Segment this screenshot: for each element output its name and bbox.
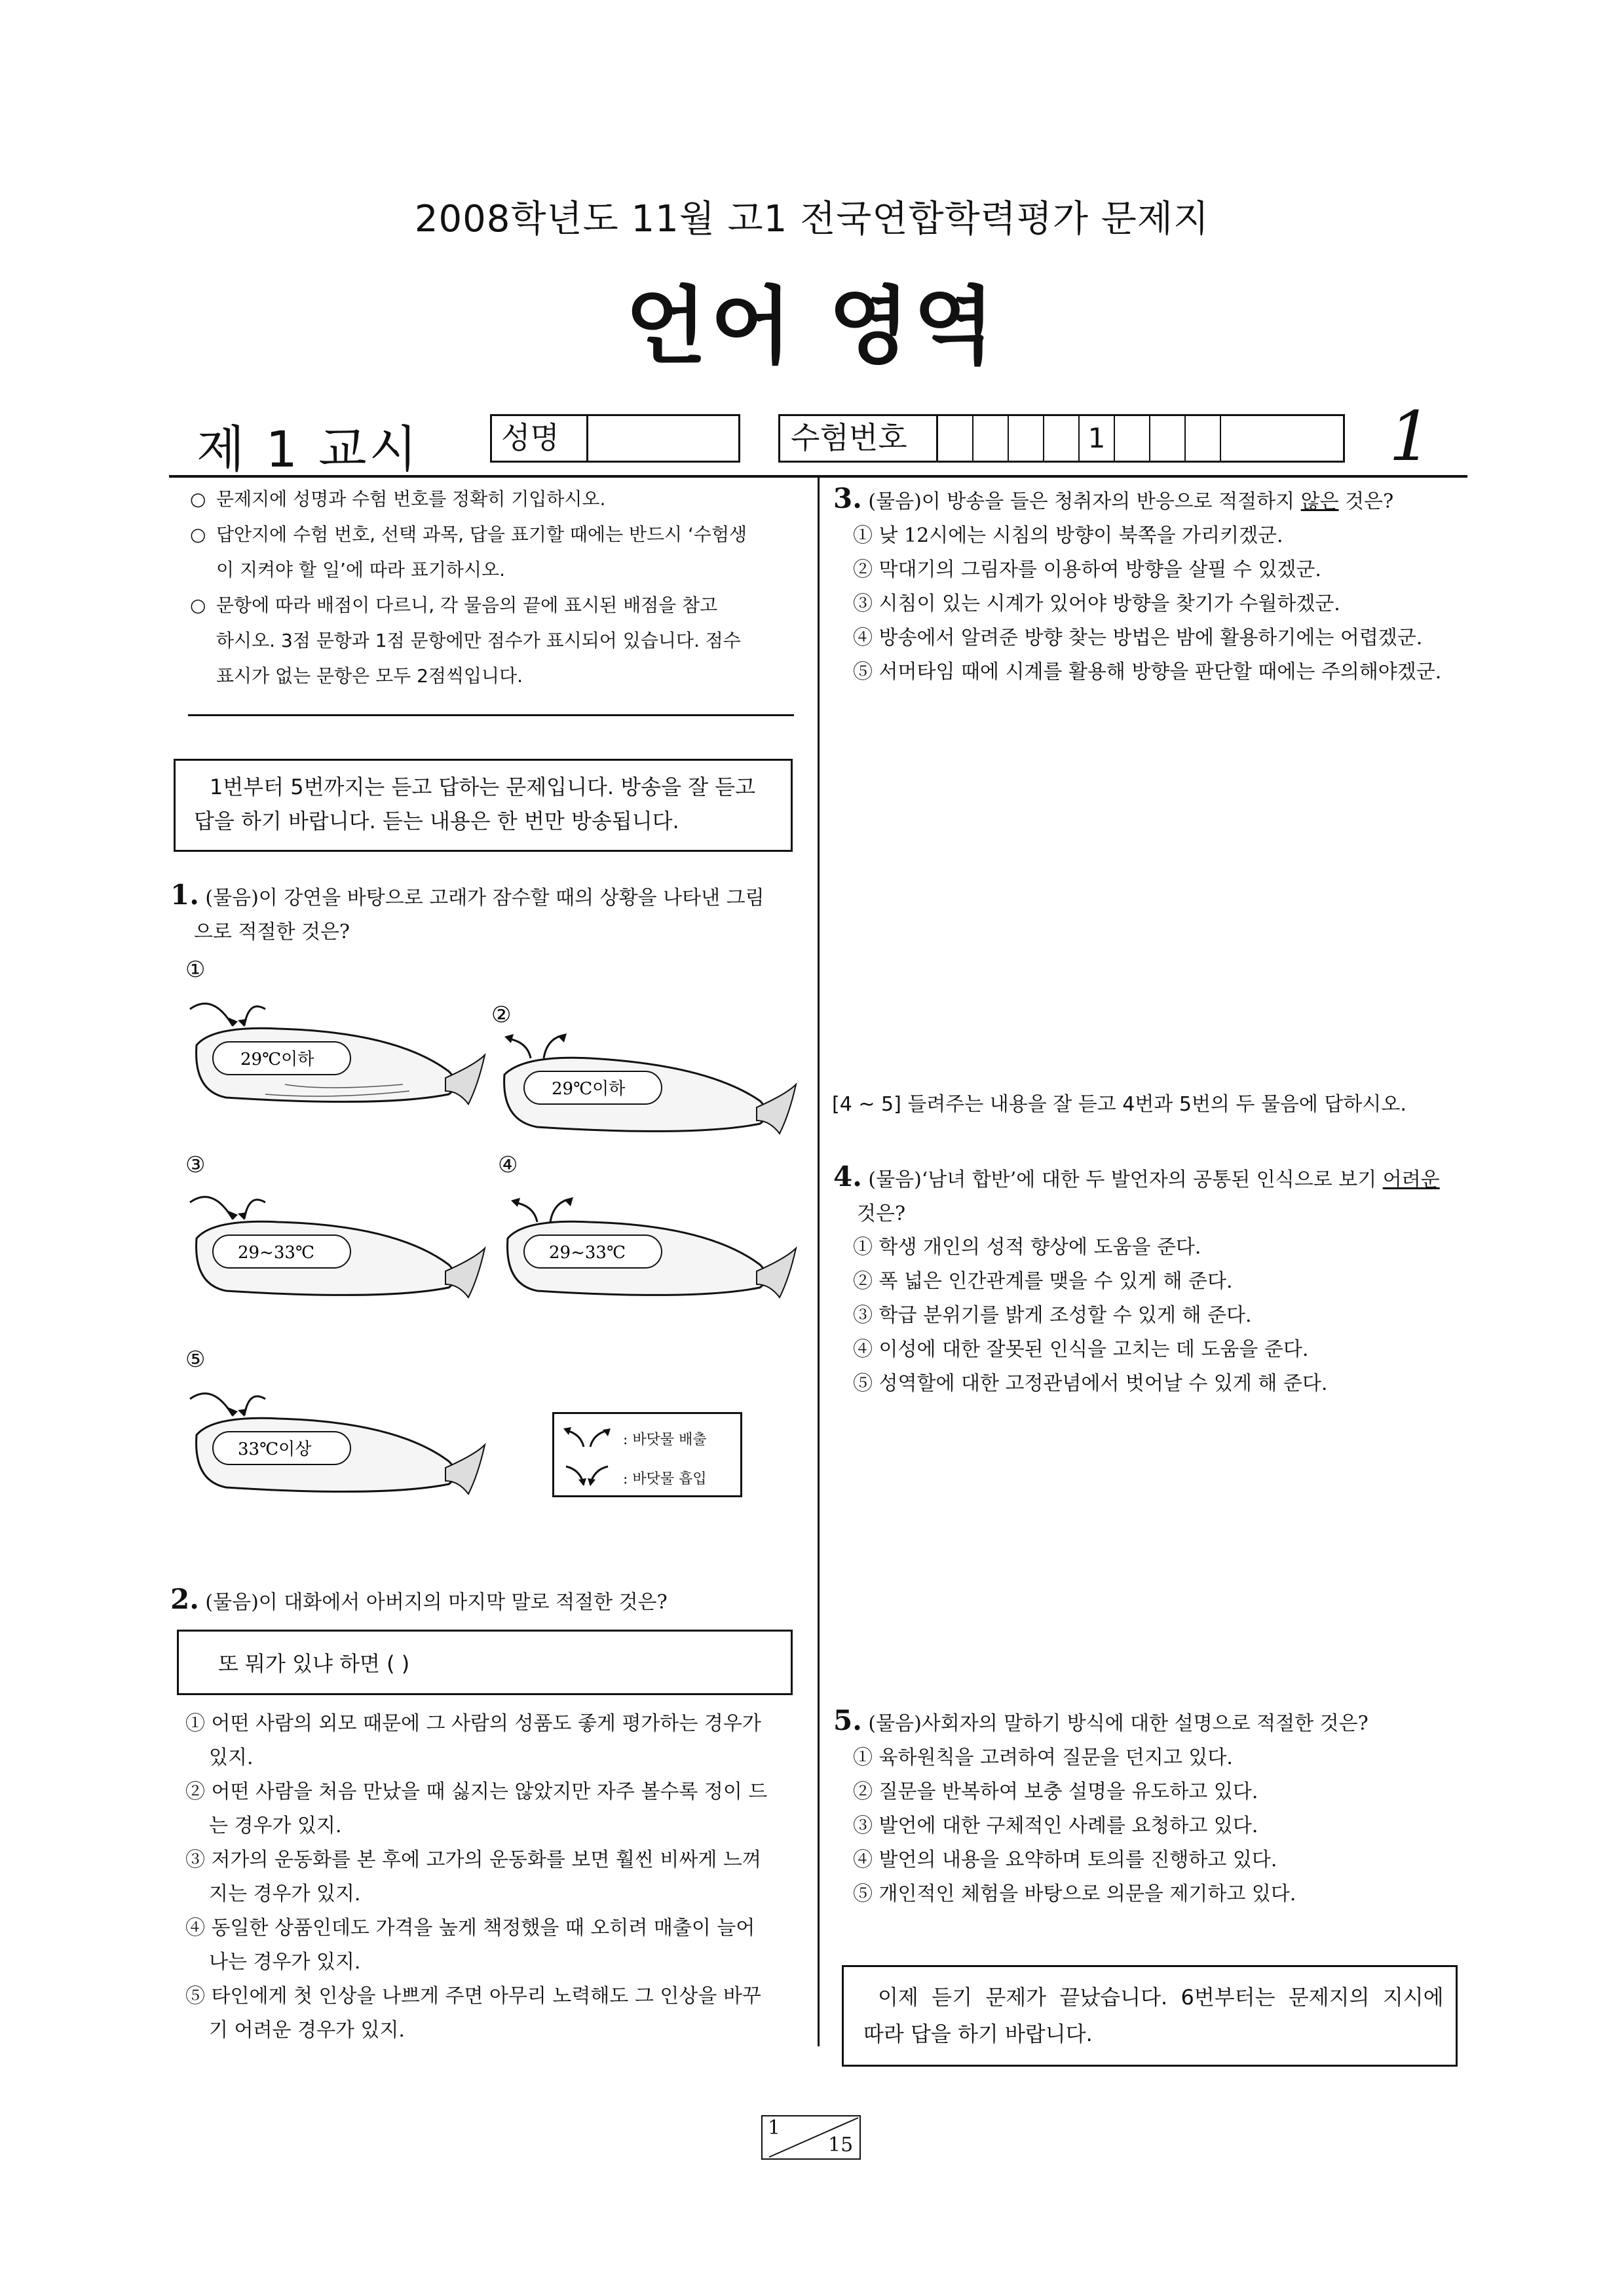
exam-number-cell[interactable]: 1 (1080, 416, 1115, 461)
name-field[interactable] (490, 414, 740, 463)
question-number: 2. (170, 1583, 199, 1615)
listening-intro-line: 1번부터 5번까지는 듣고 답하는 문제입니다. 방송을 잘 듣고 (210, 775, 756, 799)
exam-number-cell[interactable] (973, 416, 1009, 461)
end-notice-line: 따라 답을 하기 바랍니다. (863, 2021, 1093, 2046)
choice-line: ① 어떤 사람의 외모 때문에 그 사람의 성품도 좋게 평가하는 경우가 (185, 1712, 761, 1735)
instruction-line: 표시가 없는 문항은 모두 2점씩입니다. (216, 665, 523, 687)
choice-list (853, 1741, 1465, 1911)
choice-item[interactable] (185, 1980, 811, 2048)
figure-legend (552, 1412, 742, 1497)
choice-item[interactable]: ② 막대기의 그림자를 이용하여 방향을 살필 수 있겠군. (853, 558, 1321, 581)
instruction-line: 이 지켜야 할 일’에 따라 표기하시오. (216, 559, 505, 581)
instruction-line: 문제지에 성명과 수험 번호를 정확히 기입하시오. (216, 488, 606, 510)
end-of-listening-box (842, 1965, 1458, 2067)
choice-item[interactable]: ① 낮 12시에는 시침의 방향이 북쪽을 가리키겠군. (853, 524, 1283, 547)
name-label: 성명 (492, 416, 588, 461)
choice-item[interactable]: ⑤ 성역할에 대한 고정관념에서 벗어날 수 있게 해 준다. (853, 1372, 1328, 1395)
instruction-line: 하시오. 3점 문항과 1점 문항에만 점수가 표시되어 있습니다. 점수 (216, 630, 741, 651)
question-stem: (물음)이 방송을 들은 청취자의 반응으로 적절하지 (868, 490, 1301, 513)
instruction-line: 답안지에 수험 번호, 선택 과목, 답을 표기할 때에는 반드시 ‘수험생 (216, 524, 747, 545)
exam-number-cell[interactable] (1044, 416, 1080, 461)
choice-item[interactable]: ② 폭 넓은 인간관계를 맺을 수 있게 해 준다. (853, 1270, 1233, 1293)
choice-item[interactable] (185, 1775, 811, 1843)
legend-arrows-icon (561, 1421, 613, 1493)
question-5 (833, 1704, 1465, 1741)
choice-marker: ③ (185, 1152, 206, 1178)
page-current: 1 (768, 2116, 781, 2139)
exam-number-cell[interactable] (1115, 416, 1150, 461)
name-input-area[interactable] (588, 416, 738, 461)
question-stem: 것은? (1338, 490, 1394, 513)
choice-item[interactable]: ④ 발언의 내용을 요약하며 토의를 진행하고 있다. (853, 1848, 1277, 1871)
exam-number-field[interactable] (778, 414, 1345, 463)
question-1 (170, 878, 809, 949)
question-3 (833, 482, 1462, 519)
listening-intro-box (174, 759, 793, 852)
question-stem-emphasis: 어려운 (1382, 1168, 1440, 1191)
exam-number-cell[interactable] (1009, 416, 1044, 461)
legend-expel-label: : 바닷물 배출 (623, 1432, 707, 1448)
choice-item[interactable]: ③ 시침이 있는 시계가 있어야 방향을 찾기가 수월하겠군. (853, 592, 1340, 615)
choice-item[interactable]: ④ 방송에서 알려준 방향 찾는 방법은 밤에 활용하기에는 어렵겠군. (853, 626, 1423, 649)
choice-item[interactable] (185, 1911, 811, 1980)
subject-title: 언어 영역 (625, 278, 999, 375)
page-indicator (761, 2115, 861, 2160)
section-intro: [4 ~ 5] 들려주는 내용을 잘 듣고 4번과 5번의 두 물음에 답하시오. (832, 1093, 1407, 1116)
question-stem: (물음)‘남녀 합반’에 대한 두 발언자의 공통된 인식으로 보기 (868, 1168, 1383, 1191)
exam-number-cell[interactable] (1221, 416, 1255, 461)
choice-line: ⑤ 타인에게 첫 인상을 나쁘게 주면 아무리 노력해도 그 인상을 바꾸 (185, 1985, 761, 2008)
whale-figure-1[interactable] (187, 986, 495, 1124)
temperature-label: 29~33℃ (549, 1243, 626, 1263)
instruction-line: 문항에 따라 배점이 다르니, 각 물음의 끝에 표시된 배점을 참고 (216, 594, 718, 616)
legend-intake-label: : 바닷물 흡입 (623, 1471, 707, 1487)
instruction-item (190, 588, 793, 694)
bullet-icon: ○ (190, 488, 206, 510)
choice-line: 기 어려운 경우가 있지. (209, 2019, 405, 2042)
end-notice-line: 이제 듣기 문제가 끝났습니다. 6번부터는 문제지의 지시에 (878, 1985, 1444, 2010)
choice-item[interactable]: ③ 학급 분위기를 밝게 조성할 수 있게 해 준다. (853, 1304, 1252, 1327)
temperature-label: 33℃이상 (238, 1440, 312, 1459)
choice-item[interactable]: ③ 발언에 대한 구체적인 사례를 요청하고 있다. (853, 1814, 1258, 1837)
exam-number-label: 수험번호 (780, 416, 938, 461)
choice-item[interactable] (185, 1843, 811, 1911)
choice-line: 지는 경우가 있지. (209, 1883, 361, 1905)
choice-line: ④ 동일한 상품인데도 가격을 높게 책정했을 때 오히려 매출이 늘어 (185, 1917, 755, 1940)
question-2 (170, 1582, 809, 1620)
temperature-label: 29~33℃ (238, 1243, 315, 1263)
whale-figure-3[interactable] (187, 1179, 495, 1317)
column-divider (818, 477, 820, 2046)
question-stem: (물음)사회자의 말하기 방식에 대한 설명으로 적절한 것은? (868, 1712, 1369, 1735)
question-4 (833, 1160, 1465, 1231)
choice-item[interactable]: ⑤ 개인적인 체험을 바탕으로 의문을 제기하고 있다. (853, 1883, 1296, 1905)
choice-marker: ⑤ (185, 1347, 206, 1373)
question-stem: 것은? (857, 1202, 906, 1225)
exam-title: 2008학년도 11월 고1 전국연합학력평가 문제지 (414, 198, 1210, 240)
question-stem: (물음)이 대화에서 아버지의 마지막 말로 적절한 것은? (205, 1591, 668, 1614)
whale-figure-2[interactable] (491, 1003, 806, 1147)
whale-figure-4[interactable] (498, 1179, 806, 1317)
temperature-label: 29℃이하 (552, 1079, 626, 1099)
choice-list (853, 1231, 1465, 1401)
instruction-item (190, 482, 793, 517)
choice-list (185, 1707, 811, 2048)
question-number: 1. (170, 879, 199, 911)
temperature-label: 29℃이하 (240, 1050, 314, 1069)
choice-item[interactable]: ② 질문을 반복하여 보충 설명을 유도하고 있다. (853, 1780, 1258, 1803)
page-total: 15 (828, 2133, 854, 2156)
exam-number-cell[interactable] (1150, 416, 1186, 461)
instructions-list (190, 482, 793, 694)
choice-item[interactable]: ⑤ 서머타임 때에 시계를 활용해 방향을 판단할 때에는 주의해야겠군. (853, 660, 1442, 683)
choice-item[interactable] (185, 1707, 811, 1775)
question-stem: (물음)이 강연을 바탕으로 고래가 잠수할 때의 상황을 나타낸 그림 (205, 887, 765, 909)
choice-marker: ② (491, 1003, 512, 1028)
dialog-box: 또 뭐가 있냐 하면 ( ) (177, 1630, 793, 1695)
bullet-icon: ○ (190, 524, 206, 545)
question-number: 4. (833, 1160, 862, 1193)
choice-item[interactable]: ① 육하원칙을 고려하여 질문을 던지고 있다. (853, 1746, 1233, 1769)
question-stem-emphasis: 않은 (1300, 490, 1339, 513)
question-number: 3. (833, 482, 862, 514)
period-label: 제 1 교시 (197, 420, 420, 478)
choice-marker: ① (185, 957, 206, 983)
exam-number-cell[interactable] (1186, 416, 1221, 461)
notes-divider (188, 714, 794, 716)
choice-line: 나는 경우가 있지. (209, 1951, 361, 1974)
bullet-icon: ○ (190, 594, 206, 616)
instruction-item (190, 517, 793, 588)
choice-line: 는 경우가 있지. (209, 1814, 342, 1837)
page-number-big: 1 (1389, 396, 1433, 476)
choice-item[interactable]: ④ 이성에 대한 잘못된 인식을 고치는 데 도움을 준다. (853, 1338, 1309, 1361)
choice-item[interactable]: ① 학생 개인의 성적 향상에 도움을 준다. (853, 1236, 1201, 1259)
choice-marker: ④ (498, 1152, 518, 1178)
listening-intro-line: 답을 하기 바랍니다. 듣는 내용은 한 번만 방송됩니다. (194, 809, 679, 833)
question-number: 5. (833, 1704, 862, 1736)
choice-line: ② 어떤 사람을 처음 만났을 때 싫지는 않았지만 자주 볼수록 정이 드 (185, 1780, 768, 1803)
exam-number-cell[interactable] (938, 416, 973, 461)
choice-line: ③ 저가의 운동화를 본 후에 고가의 운동화를 보면 훨씬 비싸게 느껴 (185, 1848, 761, 1871)
choice-line: 있지. (209, 1746, 254, 1769)
whale-figure-5[interactable] (187, 1376, 495, 1514)
question-stem: 으로 적절한 것은? (194, 921, 350, 944)
choice-list (853, 519, 1465, 689)
